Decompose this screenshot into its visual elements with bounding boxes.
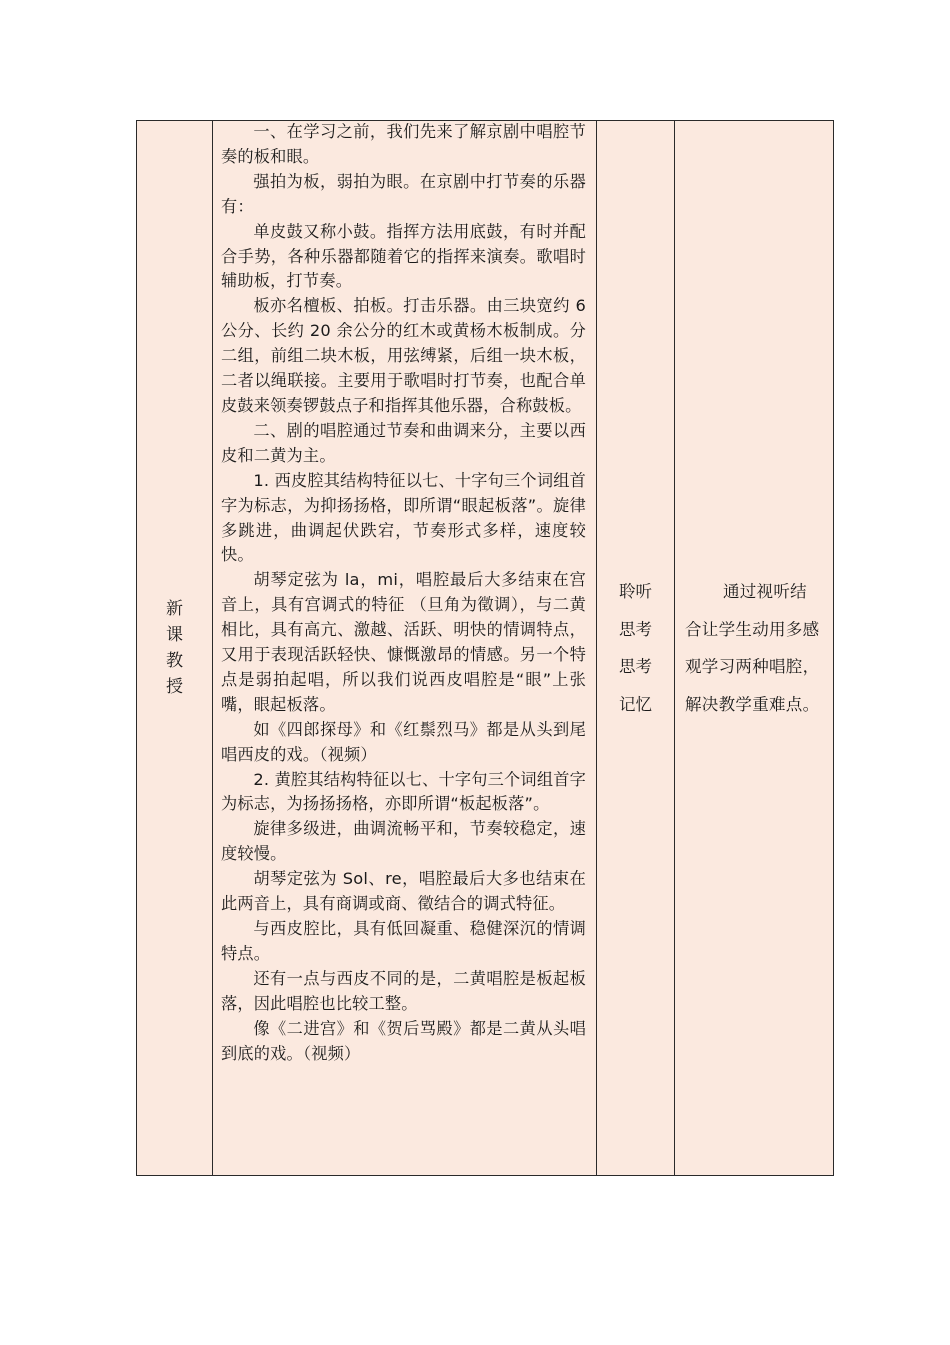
content-paragraph: 胡琴定弦为 la，mi，唱腔最后大多结束在宫音上，具有宫调式的特征 （旦角为徵调），与二黄相比，具有高亢、激越、活跃、明快的情调特点，又用于表现活跃轻快、慷慨激昂的情感。另一个特点是弱拍起唱，所以我们说西皮唱腔是“眼”上张嘴，眼起板落。 xyxy=(221,570,586,714)
content-paragraph: 像《二进宫》和《贺后骂殿》都是二黄从头唱到底的戏。（视频） xyxy=(221,1018,586,1063)
content-paragraph: 一、在学习之前，我们先来了解京剧中唱腔节奏的板和眼。 xyxy=(221,122,586,166)
content-paragraph: 1. 西皮腔其结构特征以七、十字句三个词组首字为标志，为抑扬扬格，即所谓“眼起板落”。旋律多跳进，曲调起伏跌宕，节奏形式多样，速度较快。 xyxy=(221,470,586,565)
activity-list xyxy=(619,573,652,723)
content-paragraph: 还有一点与西皮不同的是，二黄唱腔是板起板落，因此唱腔也比较工整。 xyxy=(221,968,586,1013)
activity-cell xyxy=(597,121,675,1175)
content-paragraph: 2. 黄腔其结构特征以七、十字句三个词组首字为标志，为扬扬扬格，亦即所谓“板起板落”。 xyxy=(221,769,586,814)
activity-item: 思考 xyxy=(619,619,652,639)
stage-cell xyxy=(137,121,213,1175)
content-paragraph: 强拍为板，弱拍为眼。在京剧中打节奏的乐器有： xyxy=(221,171,586,216)
content-paragraph: 单皮鼓又称小鼓。指挥方法用底鼓，有时并配合手势，各种乐器都随着它的指挥来演奏。歌唱时辅助板，打节奏。 xyxy=(221,221,586,291)
activity-item: 聆听 xyxy=(619,582,652,601)
activity-item: 记忆 xyxy=(619,694,652,714)
content-cell xyxy=(213,121,597,1175)
lesson-plan-table xyxy=(136,120,834,1176)
content-paragraph: 胡琴定弦为 Sol、re，唱腔最后大多也结束在此两音上，具有商调或商、徵结合的调式特征。 xyxy=(221,869,586,914)
content-paragraph: 二、剧的唱腔通过节奏和曲调来分，主要以西皮和二黄为主。 xyxy=(221,420,586,465)
activity-item: 思考 xyxy=(619,657,652,676)
content-paragraph: 与西皮腔比，具有低回凝重、稳健深沉的情调特点。 xyxy=(221,919,586,963)
content-paragraph: 板亦名檀板、拍板。打击乐器。由三块宽约 6 公分、长约 20 余公分的红木或黄杨木板制成。分二组，前组二块木板，用弦缚紧，后组一块木板，二者以绳联接。主要用于歌唱时打节奏，也配合单皮鼓来领奏锣鼓点子和指挥其他乐器，合称鼓板。 xyxy=(221,296,586,415)
content-paragraph: 如《四郎探母》和《红鬃烈马》都是从头到尾唱西皮的戏。（视频） xyxy=(221,719,586,764)
purpose-cell xyxy=(675,121,833,1175)
stage-label: 新课教授 xyxy=(166,599,183,697)
purpose-text: 通过视听结合让学生动用多感观学习两种唱腔，解决教学重难点。 xyxy=(685,582,820,714)
content-paragraph: 旋律多级进，曲调流畅平和，节奏较稳定，速度较慢。 xyxy=(221,819,586,864)
